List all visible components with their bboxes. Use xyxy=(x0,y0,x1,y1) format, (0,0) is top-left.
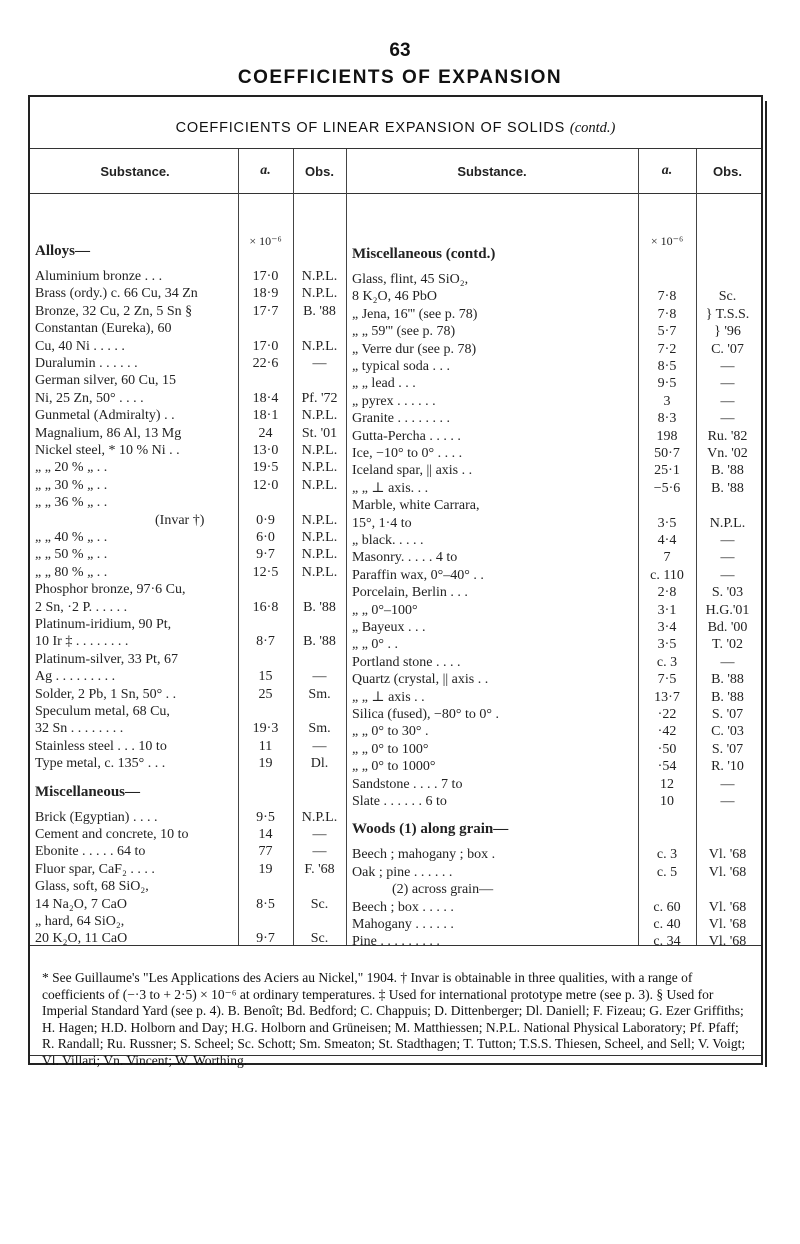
substance-name: Ag . . . . . . . . . xyxy=(35,669,116,685)
substance-name: Bronze, 32 Cu, 2 Zn, 5 Sn § xyxy=(35,303,193,319)
substance-name: „ „ 59''' (see p. 78) xyxy=(352,324,456,340)
observer-code: C. '03 xyxy=(711,724,744,740)
observer-code: } T.S.S. xyxy=(705,306,750,322)
observer-code: N.P.L. xyxy=(709,515,746,531)
coefficient-value: 11 xyxy=(258,738,273,754)
coefficient-value: 7·5 xyxy=(657,672,677,688)
coefficient-value: 5·7 xyxy=(657,324,677,340)
observer-code: B. '88 xyxy=(711,689,744,705)
coefficient-value: 9·5 xyxy=(657,376,677,392)
observer-code: N.P.L. xyxy=(301,269,338,284)
coefficient-value: 19·5 xyxy=(252,460,279,476)
substance-name: Brass (ordy.) c. 66 Cu, 34 Zn xyxy=(35,286,198,302)
observer-code: } '96 xyxy=(714,324,741,340)
observer-code: Vl. '68 xyxy=(708,899,747,915)
observer-code: — xyxy=(720,359,735,374)
observer-code: H.G.'01 xyxy=(705,602,750,618)
coefficient-value: 19·3 xyxy=(252,721,279,737)
header-a-left: a. xyxy=(260,163,271,178)
substance-name: (Invar †) xyxy=(155,512,205,528)
observer-code: N.P.L. xyxy=(301,512,338,528)
coefficient-value: 198 xyxy=(656,428,678,444)
page-number: 63 xyxy=(389,40,411,61)
coefficient-value: ·54 xyxy=(657,759,677,775)
observer-code: N.P.L. xyxy=(301,530,338,545)
coefficient-value: c. 60 xyxy=(653,899,681,915)
observer-code: S. '07 xyxy=(711,707,744,722)
observer-code: — xyxy=(312,669,327,685)
substance-name: „ „ lead . . . xyxy=(352,376,416,392)
section-heading: Miscellaneous (contd.) xyxy=(352,246,496,262)
substance-name: Quartz (crystal, || axis . . xyxy=(352,672,489,688)
substance-name: Pine . . . . . . . . . xyxy=(352,934,440,950)
observer-code: — xyxy=(720,376,735,392)
coefficient-value: 8·5 xyxy=(657,359,677,374)
coefficient-value: 4·4 xyxy=(657,533,677,548)
coefficient-value: 19 xyxy=(258,861,273,877)
observer-code: B. '88 xyxy=(303,303,336,319)
coefficient-value: 7·8 xyxy=(657,289,677,305)
observer-code: N.P.L. xyxy=(301,460,338,476)
coefficient-value: 8·3 xyxy=(657,411,677,427)
coefficient-value: 7·8 xyxy=(657,306,677,322)
substance-name: „ black. . . . . xyxy=(352,533,424,548)
substance-name: Constantan (Eureka), 60 xyxy=(35,321,172,337)
coefficient-value: 2·8 xyxy=(657,585,677,601)
observer-code: — xyxy=(312,827,327,842)
substance-name: Gutta-Percha . . . . . xyxy=(352,428,461,444)
coefficient-value: 7 xyxy=(663,550,671,566)
observer-code: Pf. '72 xyxy=(301,390,338,406)
coefficient-value: −5·6 xyxy=(653,480,681,496)
observer-code: — xyxy=(312,738,327,754)
coefficient-value: 8·7 xyxy=(256,634,275,650)
substance-name: 2 Sn, ·2 P. . . . . . xyxy=(35,599,128,615)
substance-name: „ Bayeux . . . xyxy=(352,620,426,635)
substance-name: Slate . . . . . . 6 to xyxy=(352,794,447,809)
observer-code: Vl. '68 xyxy=(708,847,747,863)
observer-code: N.P.L. xyxy=(301,477,338,493)
substance-name: Stainless steel . . . 10 to xyxy=(35,738,167,754)
substance-name: Aluminium bronze . . . xyxy=(35,269,163,284)
footnote: * See Guillaume's "Les Applications des Aciers au Nickel," 1904. † Invar is obtainable in three qualities, with a range of coefficients of (−·3 to + 2·5) × 10⁻⁶ at ordinary temperatures. ‡ Used for international prototype metre (see p. 3). § Used for Imperial Standard Yard (see p. 4). B. Benoît; Bd. Bedford; C. Chappuis; D. Dittenberger; Dl. Daniell; F. Fizeau; G. Ezer Griffiths; H. Hagen; H.D. Holborn and Day; H.G. Holborn and Grüneisen; M. Matthiessen; N.P.L. National Physical Laboratory; Pf. Pfaff; R. Randall; Ru. Russner; S. Scheel; Sc. Schott; Sm. Smeaton; St. Stadthagen; T. Tutton; T.S.S. Thiesen, Scheel, and Sell; V. Voigt; Vl. Villari; Vn. Vincent; W. Worthing. xyxy=(42,970,746,1068)
coefficient-value: 10 xyxy=(660,794,674,809)
substance-name: „ „ 0° to 100° xyxy=(352,741,429,757)
observer-code: — xyxy=(720,550,735,566)
substance-name: Oak ; pine . . . . . . xyxy=(352,864,453,880)
substance-name: Ebonite . . . . . 64 to xyxy=(35,844,146,860)
substance-name: Fluor spar, CaF₂ . . . . xyxy=(35,861,155,877)
coefficient-value: 12·5 xyxy=(252,564,279,580)
substance-name: Magnalium, 86 Al, 13 Mg xyxy=(35,425,182,441)
coefficient-value: 3 xyxy=(663,393,671,409)
section-heading: Miscellaneous— xyxy=(35,783,140,800)
table-title-suffix: (contd.) xyxy=(569,120,616,136)
observer-code: Sc. xyxy=(310,896,329,912)
substance-name: Type metal, c. 135° . . . xyxy=(35,756,166,772)
header-a-right: a. xyxy=(661,163,673,178)
coefficient-value: 18·9 xyxy=(252,286,279,302)
observer-code: St. '01 xyxy=(301,425,338,441)
table-title xyxy=(28,120,763,137)
bottom-rule xyxy=(30,1055,761,1056)
observer-code: F. '68 xyxy=(304,861,335,877)
observer-code: N.P.L. xyxy=(301,338,338,354)
substance-name: Beech ; box . . . . . xyxy=(352,899,454,915)
coefficient-value: ·22 xyxy=(657,707,677,722)
substance-name: Brick (Egyptian) . . . . xyxy=(35,809,158,825)
substance-name: „ „ ⊥ axis. . . xyxy=(352,480,429,496)
substance-name: Gunmetal (Admiralty) . . xyxy=(35,408,175,424)
observer-code: — xyxy=(720,393,735,409)
substance-name: „ „ 80 % „ . . xyxy=(35,564,108,580)
substance-name: Glass, soft, 68 SiO₂, xyxy=(35,879,149,895)
coefficient-value: 9·5 xyxy=(256,809,275,825)
coefficient-value: 9·7 xyxy=(256,931,275,947)
observer-code: Sc. xyxy=(310,931,329,947)
header-substance-left: Substance. xyxy=(100,164,170,179)
coefficient-value: c. 3 xyxy=(656,847,678,863)
coefficient-value: 17·0 xyxy=(252,269,279,284)
observer-code: N.P.L. xyxy=(301,809,338,825)
unit-label-left: × 10⁻⁶ xyxy=(249,234,282,248)
observer-code: N.P.L. xyxy=(301,564,338,580)
substance-name: 10 Ir ‡ . . . . . . . . xyxy=(35,634,129,650)
title-rule xyxy=(30,148,761,149)
coefficient-value: c. 34 xyxy=(653,934,681,950)
substance-name: Porcelain, Berlin . . . xyxy=(352,585,468,601)
substance-name: „ „ 0° to 30° . xyxy=(352,724,429,740)
substance-name: Cu, 40 Ni . . . . . xyxy=(35,338,125,354)
observer-code: — xyxy=(720,794,735,809)
coefficient-value: 3·5 xyxy=(657,515,677,531)
coefficient-value: 3·4 xyxy=(657,620,677,635)
coefficient-value: 77 xyxy=(258,844,273,860)
coefficient-value: 8·5 xyxy=(256,896,275,912)
column-divider xyxy=(346,149,347,945)
coefficient-value: 17·0 xyxy=(252,338,279,354)
coefficient-value: 25 xyxy=(258,686,273,702)
coefficient-value: 12·0 xyxy=(252,477,279,493)
observer-code: — xyxy=(720,533,735,548)
substance-name: Solder, 2 Pb, 1 Sn, 50° . . xyxy=(35,686,177,702)
substance-name: Silica (fused), −80° to 0° . xyxy=(352,707,500,722)
observer-code: Sc. xyxy=(718,289,737,305)
observer-code: Vl. '68 xyxy=(708,864,747,880)
substance-name: Paraffin wax, 0°–40° . . xyxy=(352,567,484,583)
substance-name: „ „ 0° . . xyxy=(352,637,399,653)
substance-name: „ Jena, 16''' (see p. 78) xyxy=(352,306,478,322)
substance-name: „ „ 40 % „ . . xyxy=(35,530,108,545)
table-bottom-rule xyxy=(30,945,761,946)
substance-name: 8 K₂O, 46 PbO xyxy=(352,289,437,305)
running-title: COEFFICIENTS OF EXPANSION xyxy=(237,67,563,88)
substance-name: 32 Sn . . . . . . . . xyxy=(35,721,124,737)
substance-name: Duralumin . . . . . . xyxy=(35,356,138,371)
observer-code: N.P.L. xyxy=(301,547,338,563)
coefficient-value: 18·4 xyxy=(252,390,279,406)
coefficient-value: 25·1 xyxy=(654,463,680,479)
substance-name: Portland stone . . . . xyxy=(352,654,461,670)
substance-name: 15°, 1·4 to xyxy=(352,515,412,531)
coefficient-value: c. 110 xyxy=(650,567,684,583)
observer-code: — xyxy=(720,411,735,427)
coefficient-value: 18·1 xyxy=(252,408,279,424)
substance-name: Glass, flint, 45 SiO₂, xyxy=(352,272,469,287)
unit-label-right: × 10⁻⁶ xyxy=(650,234,684,248)
substance-name: Ni, 25 Zn, 50° . . . . xyxy=(35,390,144,406)
coefficient-value: ·50 xyxy=(657,741,677,757)
substance-name: Masonry. . . . . 4 to xyxy=(352,550,458,566)
substance-name: „ „ 0° to 1000° xyxy=(352,759,436,775)
page-header xyxy=(0,40,800,90)
coefficient-value: 17·7 xyxy=(252,303,279,319)
header-rule xyxy=(30,193,761,194)
coefficient-value: 13·0 xyxy=(252,443,279,458)
substance-name: „ „ 30 % „ . . xyxy=(35,477,108,493)
observer-code: S. '03 xyxy=(711,585,744,601)
substance-name: „ „ 36 % „ . . xyxy=(35,495,108,511)
observer-code: N.P.L. xyxy=(301,408,338,424)
coefficient-value: ·42 xyxy=(657,724,677,740)
substance-name: 20 K₂O, 11 CaO xyxy=(35,931,128,947)
substance-name: „ „ ⊥ axis . . xyxy=(352,689,425,705)
coefficient-value: 24 xyxy=(258,425,273,441)
coefficient-value: c. 5 xyxy=(656,864,678,880)
observer-code: B. '88 xyxy=(711,463,744,479)
header-obs-left: Obs. xyxy=(305,164,334,179)
coefficient-value: 3·1 xyxy=(657,602,677,618)
observer-code: Vl. '68 xyxy=(708,917,747,932)
observer-code: N.P.L. xyxy=(301,443,338,458)
observer-code: — xyxy=(312,356,327,371)
observer-code: Dl. xyxy=(310,756,329,772)
substance-name: „ „ 0°–100° xyxy=(352,602,418,618)
substance-name: German silver, 60 Cu, 15 xyxy=(35,373,176,389)
section-heading: Woods (1) along grain— xyxy=(352,821,509,838)
substance-name: „ Verre dur (see p. 78) xyxy=(352,341,477,357)
substance-name: Platinum-silver, 33 Pt, 67 xyxy=(35,651,178,667)
substance-name: Beech ; mahogany ; box . xyxy=(352,847,496,863)
substance-name: Granite . . . . . . . . xyxy=(352,411,450,427)
substance-name: (2) across grain— xyxy=(392,882,494,898)
observer-code: B. '88 xyxy=(303,599,336,615)
substance-name: 14 Na₂O, 7 CaO xyxy=(35,896,127,912)
coefficient-value: 9·7 xyxy=(256,547,275,563)
coefficient-value: 0·9 xyxy=(256,512,275,528)
coefficient-value: c. 40 xyxy=(653,917,681,932)
substance-name: „ „ 20 % „ . . xyxy=(35,460,108,476)
observer-code: Ru. '82 xyxy=(707,428,748,444)
coefficient-value: c. 3 xyxy=(656,654,678,670)
coefficient-value: 50·7 xyxy=(654,446,680,461)
coefficient-value: 14 xyxy=(258,827,273,842)
substance-name: Platinum-iridium, 90 Pt, xyxy=(35,617,172,632)
coefficient-value: 16·8 xyxy=(252,599,279,615)
substance-name: Ice, −10° to 0° . . . . xyxy=(352,446,463,461)
substance-name: Mahogany . . . . . . xyxy=(352,917,454,932)
coefficient-value: 13·7 xyxy=(654,689,680,705)
coefficient-value: 6·0 xyxy=(256,530,275,545)
substance-name: „ „ 50 % „ . . xyxy=(35,547,108,563)
observer-code: T. '02 xyxy=(711,637,744,653)
substance-name: Speculum metal, 68 Cu, xyxy=(35,704,170,719)
table-title-text: COEFFICIENTS OF LINEAR EXPANSION OF SOLIDS xyxy=(175,120,566,136)
coefficient-value: 3·5 xyxy=(657,637,677,653)
coefficient-value: 22·6 xyxy=(252,356,279,371)
observer-code: Sm. xyxy=(308,721,331,737)
observer-code: C. '07 xyxy=(711,341,744,357)
coefficient-value: 19 xyxy=(258,756,273,772)
substance-name: Marble, white Carrara, xyxy=(352,498,480,514)
observer-code: B. '88 xyxy=(711,480,744,496)
substance-name: Cement and concrete, 10 to xyxy=(35,827,189,842)
section-heading: Alloys— xyxy=(35,243,91,259)
substance-name: „ hard, 64 SiO₂, xyxy=(35,914,125,929)
observer-code: B. '88 xyxy=(303,634,336,650)
observer-code: — xyxy=(720,654,735,670)
observer-code: S. '07 xyxy=(711,741,744,757)
observer-code: — xyxy=(720,776,735,792)
substance-name: Sandstone . . . . 7 to xyxy=(352,776,463,792)
header-obs-right: Obs. xyxy=(713,164,742,179)
observer-code: N.P.L. xyxy=(301,286,338,302)
observer-code: — xyxy=(312,844,327,860)
substance-name: „ pyrex . . . . . . xyxy=(352,393,436,409)
coefficient-value: 15 xyxy=(258,669,273,685)
observer-code: Vl. '68 xyxy=(708,934,747,950)
coefficient-value: 12 xyxy=(660,776,674,792)
substance-name: „ typical soda . . . xyxy=(352,359,450,374)
substance-name: Iceland spar, || axis . . xyxy=(352,463,473,479)
substance-name: Nickel steel, * 10 % Ni . . xyxy=(35,443,180,458)
observer-code: R. '10 xyxy=(711,759,744,775)
observer-code: Vn. '02 xyxy=(707,446,748,461)
observer-code: Bd. '00 xyxy=(707,620,748,635)
observer-code: B. '88 xyxy=(711,672,744,688)
substance-name: Phosphor bronze, 97·6 Cu, xyxy=(35,582,186,598)
header-substance-right: Substance. xyxy=(457,164,527,179)
observer-code: — xyxy=(720,567,735,583)
observer-code: Sm. xyxy=(308,686,331,702)
coefficient-value: 7·2 xyxy=(657,341,677,357)
